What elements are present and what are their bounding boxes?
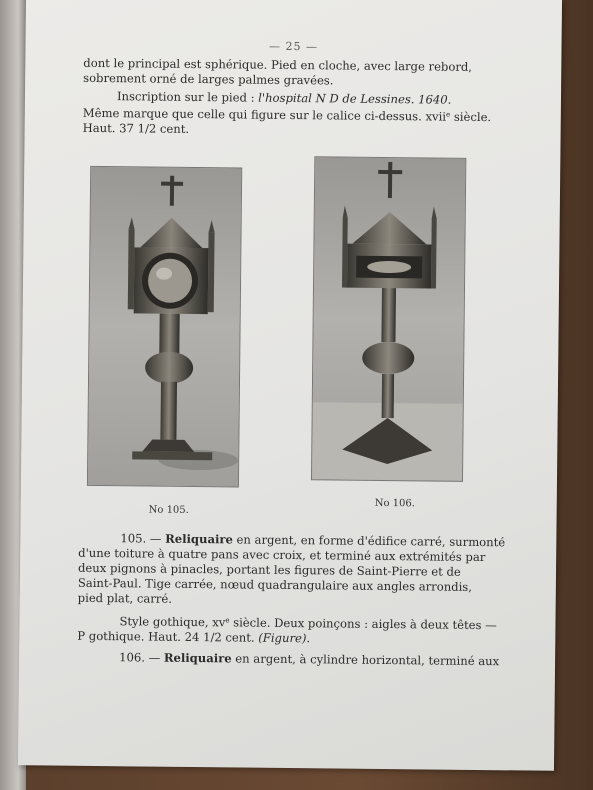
entry-105-line-1-rest: en argent, en forme d'édifice carré, surmonté: [232, 532, 506, 550]
style-superscript: e: [225, 616, 230, 625]
reliquary-106-illustration: [312, 157, 465, 481]
entry-106-number: 106. —: [119, 650, 164, 665]
entry-105-line-5: pied plat, carré.: [77, 590, 173, 606]
style-suffix: siècle. Deux poinçons : aigles à deux têtes —: [229, 615, 497, 633]
century-numeral: xvii: [425, 109, 447, 124]
height-line: Haut. 37 1/2 cent.: [82, 120, 190, 136]
figure-105-caption: No 105.: [148, 504, 189, 516]
catalogue-text: [77, 531, 533, 670]
entry-106-line-1: [77, 650, 532, 670]
reliquary-105-illustration: [88, 167, 241, 487]
figure-reference: (Figure).: [258, 630, 311, 646]
style-line-2-text: P gothique. Haut. 24 1/2 cent.: [77, 628, 259, 645]
mark-text: Même marque que celle qui figure sur le calice ci-dessus.: [82, 105, 426, 124]
reliquary-106-photo: [311, 156, 466, 482]
entry-105-line-3: deux pignons à pinacles, portant les figures de Saint-Pierre et de: [77, 560, 461, 579]
figure-106-caption: No 106.: [374, 497, 416, 510]
century-superscript: e: [446, 110, 451, 119]
century-suffix: siècle.: [450, 109, 492, 125]
entry-105-number: 105. —: [120, 531, 166, 546]
entry-105-line-4: Saint-Paul. Tige carrée, nœud quadrangulaire aux angles arrondis,: [77, 575, 473, 594]
style-text: Style gothique, xv: [119, 614, 226, 630]
book-page: [18, 0, 562, 771]
entry-105-title: Reliquaire: [165, 531, 233, 547]
entry-105-line-2: d'une toiture à quatre pans avec croix, et terminé aux extrémités par: [78, 545, 486, 565]
page-number: — 25 —: [268, 39, 319, 54]
top-text-block: [83, 56, 536, 141]
top-paragraph-line-1: dont le principal est sphérique. Pied en cloche, avec large rebord,: [83, 55, 473, 74]
entry-106-title: Reliquaire: [163, 650, 232, 666]
inscription-text: l'hospital N D de Lessines. 1640.: [258, 90, 452, 107]
reliquary-105-photo: [87, 166, 242, 488]
entry-106-rest: en argent, à cylindre horizontal, terminé aux: [231, 651, 500, 669]
top-paragraph-line-2: sobrement orné de larges palmes gravées.: [83, 70, 334, 88]
inscription-label: Inscription sur le pied :: [116, 89, 259, 105]
